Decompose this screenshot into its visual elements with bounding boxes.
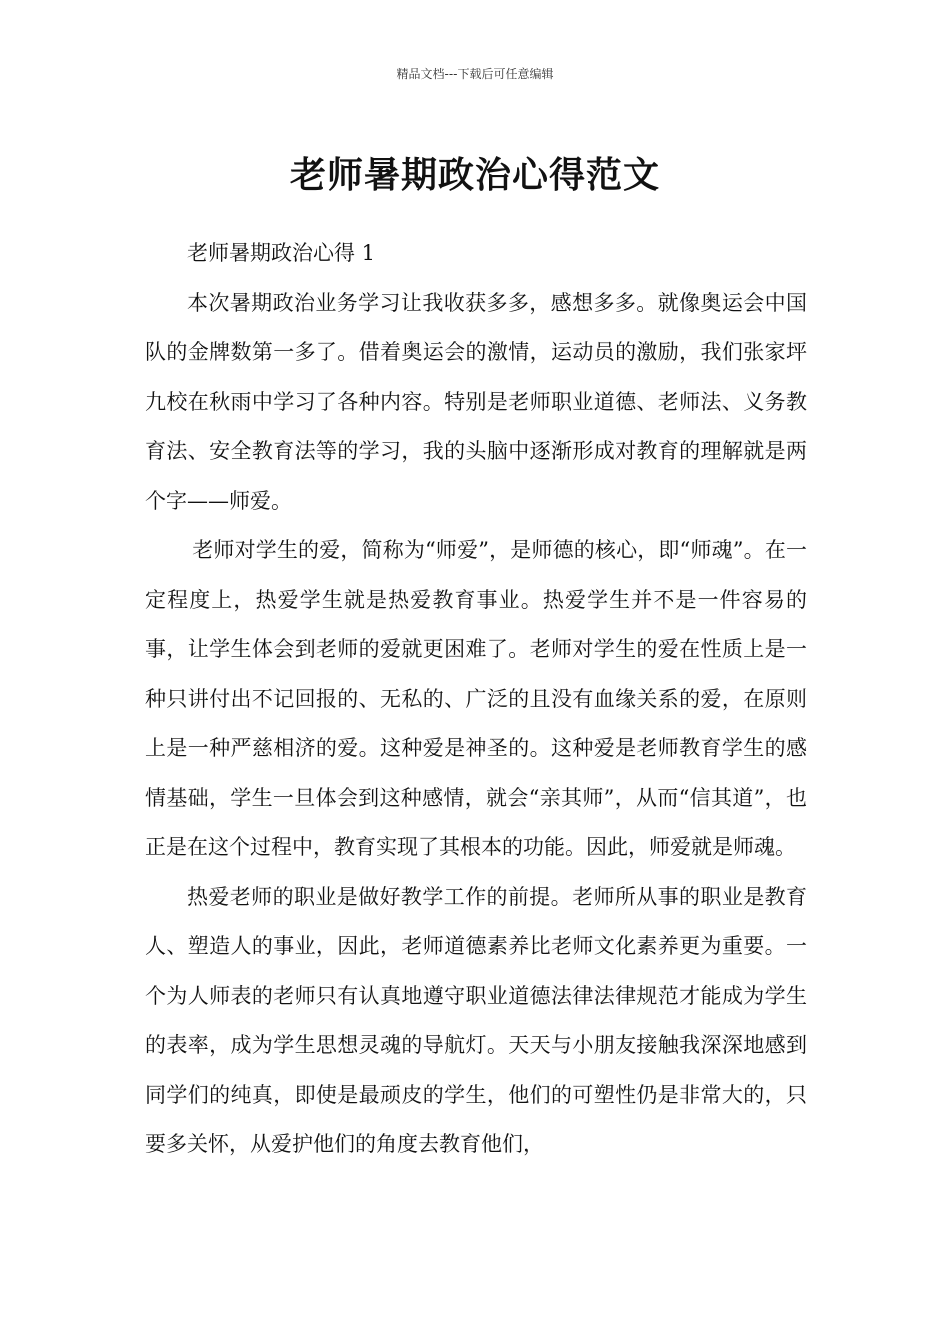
paragraph: 本次暑期政治业务学习让我收获多多，感想多多。就像奥运会中国队的金牌数第一多了。借着奥运会的激情，运动员的激励，我们张家坪九校在秋雨中学习了各种内容。特别是老师职业道德、老师法、义务教育法、安全教育法等的学习，我的头脑中逐渐形成对教育的理解就是两个字——师爱。 <box>145 290 807 513</box>
document-body <box>145 229 807 1170</box>
paragraph: 热爱老师的职业是做好教学工作的前提。老师所从事的职业是教育人、塑造人的事业，因此，老师道德素养比老师文化素养更为重要。一个为人师表的老师只有认真地遵守职业道德法律法律规范才能成为学生的表率，成为学生思想灵魂的导航灯。天天与小朋友接触我深深地感到同学们的纯真，即使是最顽皮的学生，他们的可塑性仍是非常大的，只要多关怀，从爱护他们的角度去教育他们， <box>145 884 807 1156</box>
paragraph: 老师对学生的爱，简称为“师爱”，是师德的核心，即“师魂”。在一定程度上，热爱学生就是热爱教育事业。热爱学生并不是一件容易的事，让学生体会到老师的爱就更困难了。老师对学生的爱在性质上是一种只讲付出不记回报的、无私的、广泛的且没有血缘关系的爱，在原则上是一种严慈相济的爱。这种爱是神圣的。这种爱是老师教育学生的感情基础，学生一旦体会到这种感情，就会“亲其师”，从而“信其道”，也正是在这个过程中，教育实现了其根本的功能。因此，师爱就是师魂。 <box>145 538 807 859</box>
section-subheading: 老师暑期政治心得 1 <box>187 241 376 265</box>
header-note: 精品文档---下载后可任意编辑 <box>396 67 554 81</box>
document-title: 老师暑期政治心得范文 <box>289 155 660 197</box>
